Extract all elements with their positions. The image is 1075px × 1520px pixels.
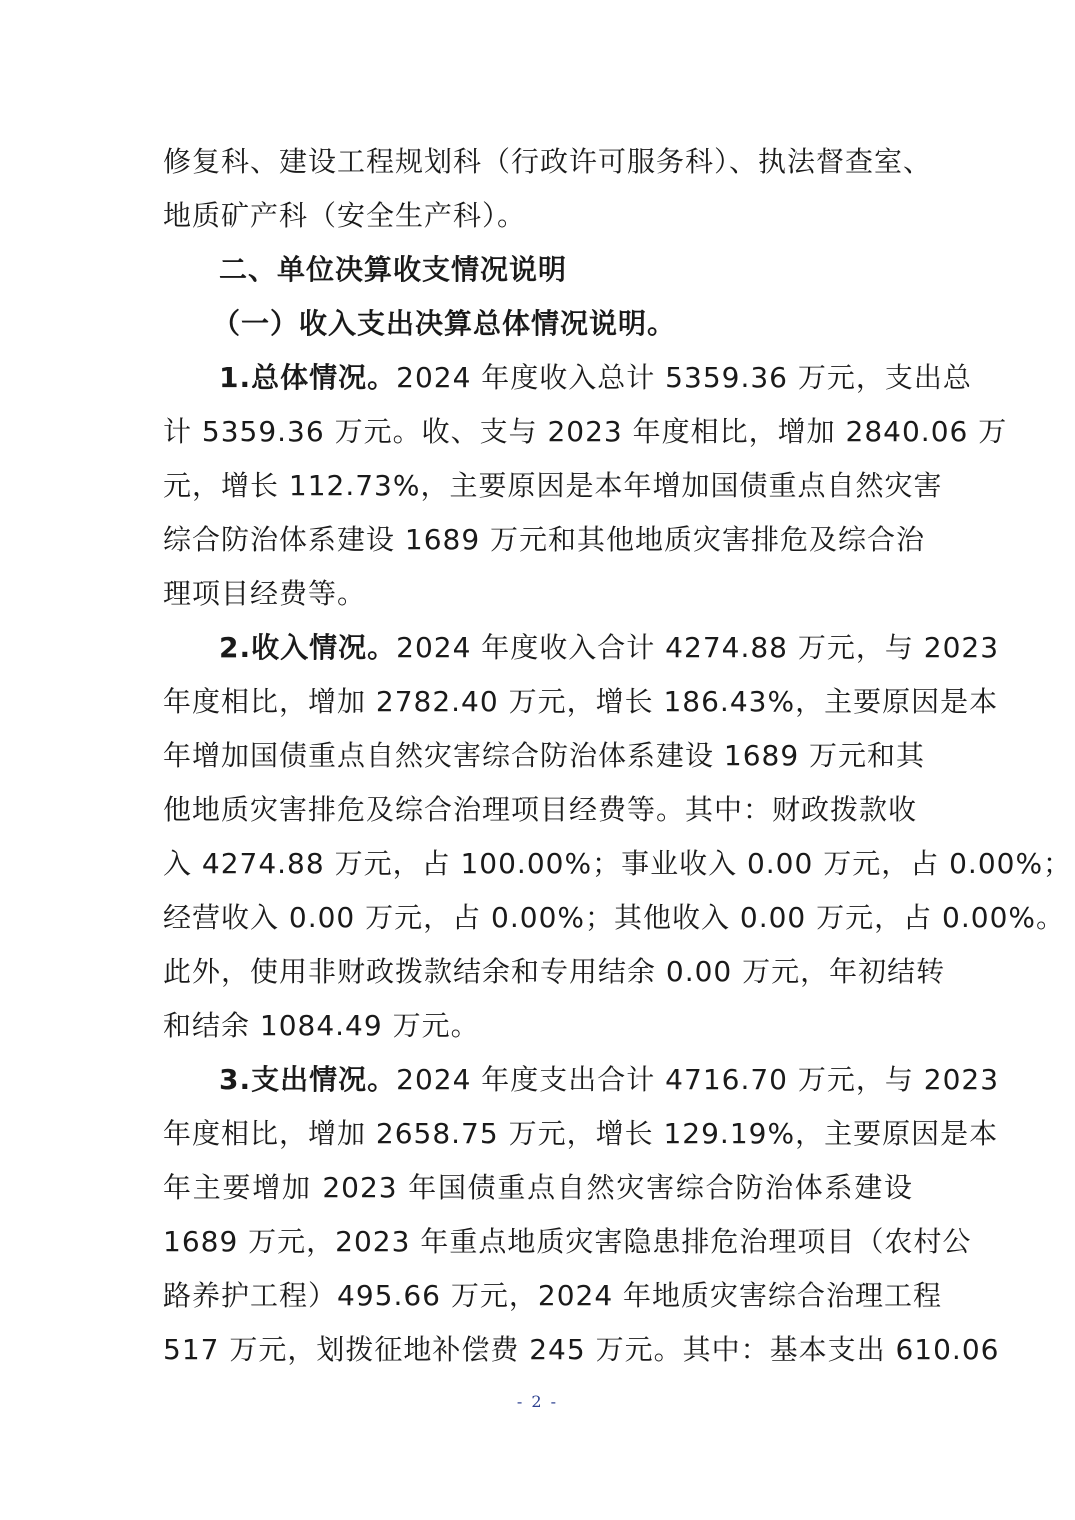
- body-line: 他地质灾害排危及综合治理项目经费等。其中：财政拨款收: [163, 793, 918, 826]
- paragraph-text: 2024 年度收入合计 4274.88 万元，与 2023: [396, 631, 1000, 664]
- body-line: 地质矿产科（安全生产科）。: [163, 199, 527, 232]
- paragraph-line: [219, 626, 1000, 670]
- paragraph-line: [219, 1058, 1000, 1102]
- body-line: 年主要增加 2023 年国债重点自然灾害综合防治体系建设: [163, 1171, 913, 1204]
- body-line: 和结余 1084.49 万元。: [163, 1009, 480, 1042]
- body-line: 年度相比，增加 2658.75 万元，增长 129.19%，主要原因是本: [163, 1117, 999, 1150]
- body-line: 517 万元，划拨征地补偿费 245 万元。其中：基本支出 610.06: [163, 1333, 1000, 1366]
- paragraph-lead: 2.收入情况。: [219, 631, 397, 664]
- body-line: 1689 万元，2023 年重点地质灾害隐患排危治理项目（农村公: [163, 1225, 972, 1258]
- body-line: 此外，使用非财政拨款结余和专用结余 0.00 万元，年初结转: [163, 955, 946, 988]
- paragraph-text: 2024 年度收入总计 5359.36 万元，支出总: [396, 361, 972, 394]
- page-number: - 2 -: [516, 1392, 559, 1411]
- body-line: 元，增长 112.73%，主要原因是本年增加国债重点自然灾害: [163, 469, 943, 502]
- paragraph-line: [219, 356, 972, 400]
- body-line: 年增加国债重点自然灾害综合防治体系建设 1689 万元和其: [163, 739, 926, 772]
- body-line: 理项目经费等。: [163, 577, 367, 610]
- body-line: 修复科、建设工程规划科（行政许可服务科）、执法督查室、: [163, 145, 933, 178]
- body-line: 计 5359.36 万元。收、支与 2023 年度相比，增加 2840.06 万: [163, 415, 1008, 448]
- body-line: 综合防治体系建设 1689 万元和其他地质灾害排危及综合治: [163, 523, 926, 556]
- subsection-heading: （一）收入支出决算总体情况说明。: [212, 307, 677, 340]
- body-line: 路养护工程）495.66 万元，2024 年地质灾害综合治理工程: [163, 1279, 943, 1312]
- body-line: 入 4274.88 万元，占 100.00%；事业收入 0.00 万元，占 0.00%；: [163, 847, 1073, 880]
- body-line: 经营收入 0.00 万元，占 0.00%；其他收入 0.00 万元，占 0.00%。: [163, 901, 1065, 934]
- paragraph-lead: 3.支出情况。: [219, 1063, 397, 1096]
- paragraph-lead: 1.总体情况。: [219, 361, 397, 394]
- paragraph-text: 2024 年度支出合计 4716.70 万元，与 2023: [396, 1063, 1000, 1096]
- section-heading: 二、单位决算收支情况说明: [219, 253, 568, 286]
- body-line: 年度相比，增加 2782.40 万元，增长 186.43%，主要原因是本: [163, 685, 999, 718]
